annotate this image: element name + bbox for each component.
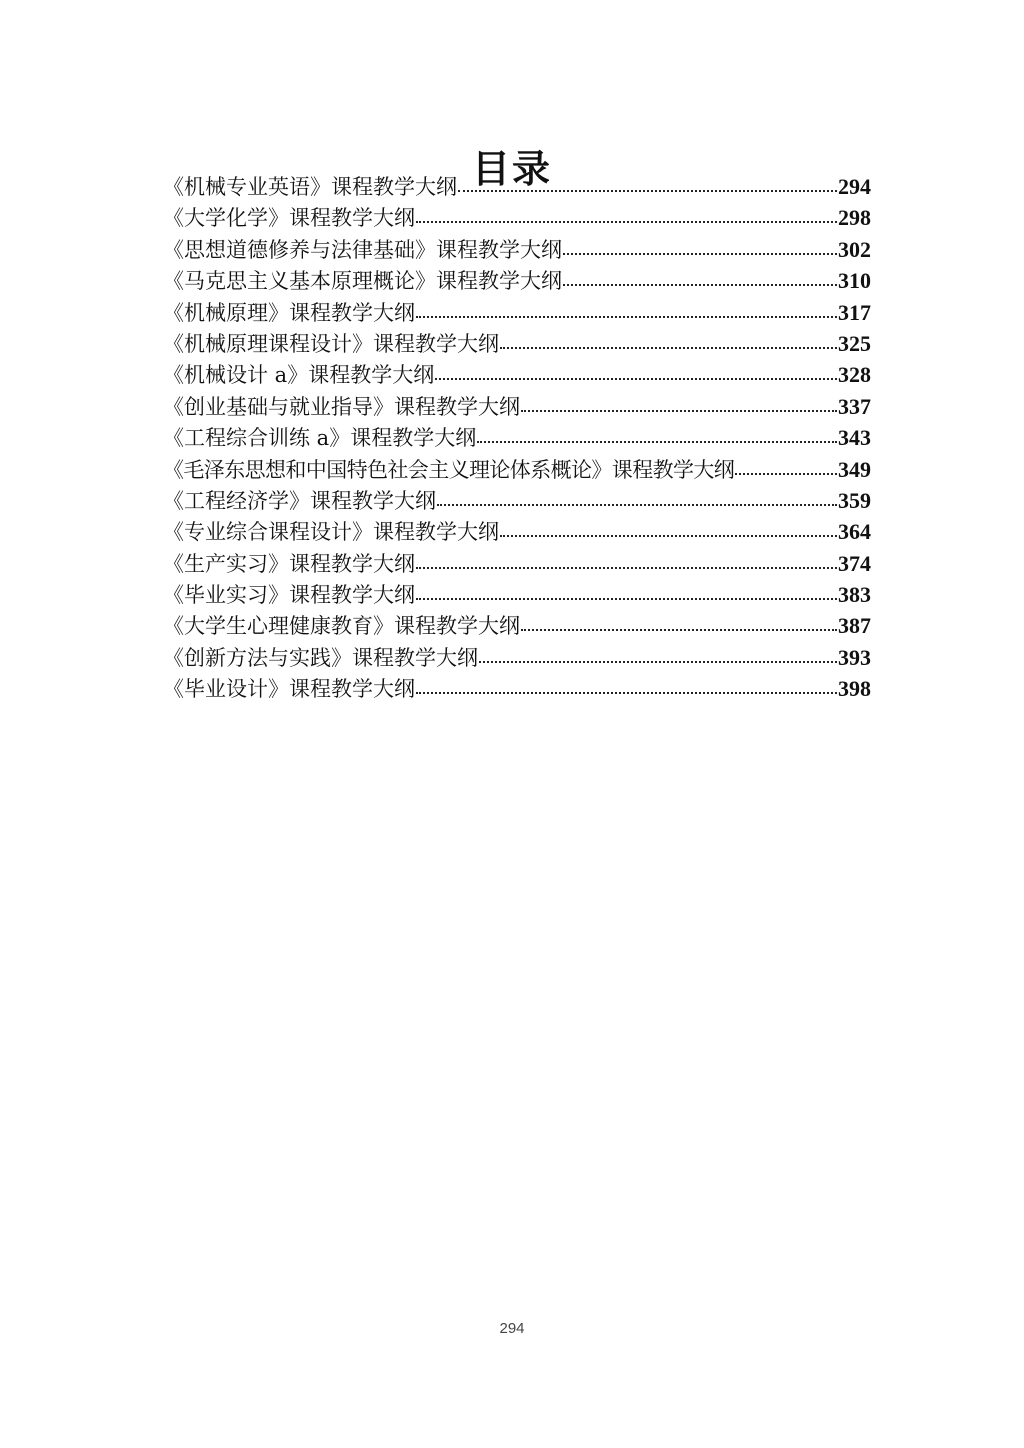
- toc-leader: [437, 503, 837, 506]
- toc-leader: [416, 220, 837, 223]
- toc-leader: [435, 377, 837, 380]
- toc-leader: [458, 189, 837, 192]
- toc-entry-label: 《马克思主义基本原理概论》课程教学大纲: [163, 269, 562, 294]
- toc-entry[interactable]: [163, 328, 871, 359]
- toc-entry-page: 387: [838, 613, 871, 639]
- toc-entry-page: 398: [838, 676, 871, 702]
- toc-entry-label: 《毕业实习》课程教学大纲: [163, 583, 415, 608]
- toc-leader: [521, 628, 837, 631]
- toc-leader: [500, 534, 837, 537]
- toc-entry-label: 《工程综合训练 a》课程教学大纲: [163, 426, 477, 451]
- toc-entry[interactable]: [163, 579, 871, 610]
- toc-entry[interactable]: [163, 673, 871, 704]
- toc-entry-label: 《机械设计 a》课程教学大纲: [163, 363, 435, 388]
- toc-leader: [479, 660, 837, 663]
- toc-entry-label: 《创业基础与就业指导》课程教学大纲: [163, 394, 520, 419]
- toc-entry[interactable]: [163, 422, 871, 453]
- toc-entry[interactable]: [163, 265, 871, 296]
- toc-entry[interactable]: [163, 454, 871, 485]
- toc-entry-page: 328: [838, 362, 871, 388]
- toc-entry-page: 310: [838, 268, 871, 294]
- toc-entry[interactable]: [163, 234, 871, 265]
- toc-entry-label: 《大学化学》课程教学大纲: [163, 206, 415, 231]
- toc-leader: [521, 409, 837, 412]
- toc-entry-page: 393: [838, 644, 871, 670]
- toc-entry-label: 《创新方法与实践》课程教学大纲: [163, 645, 478, 670]
- toc-entry[interactable]: [163, 610, 871, 641]
- toc-entry-label: 《机械原理课程设计》课程教学大纲: [163, 331, 499, 356]
- toc-entry-page: 337: [838, 393, 871, 419]
- toc-entry[interactable]: [163, 548, 871, 579]
- toc-leader: [416, 597, 837, 600]
- toc-entry[interactable]: [163, 516, 871, 547]
- toc-leader: [735, 472, 837, 475]
- toc-entry-page: 294: [838, 174, 871, 199]
- toc-entry[interactable]: [163, 359, 871, 390]
- toc-entry-page: 359: [838, 487, 871, 513]
- toc-entry-page: 349: [838, 456, 871, 482]
- toc-list: [163, 171, 871, 705]
- toc-leader: [416, 691, 837, 694]
- toc-entry-label: 《生产实习》课程教学大纲: [163, 551, 415, 576]
- toc-entry[interactable]: [163, 391, 871, 422]
- toc-entry-page: 383: [838, 582, 871, 608]
- toc-entry-page: 298: [838, 205, 871, 231]
- toc-entry-label: 《机械专业英语》课程教学大纲: [163, 175, 457, 199]
- toc-entry[interactable]: [163, 202, 871, 233]
- toc-entry[interactable]: [163, 485, 871, 516]
- toc-entry-page: 317: [838, 299, 871, 325]
- toc-leader: [563, 252, 837, 255]
- toc-leader: [477, 440, 837, 443]
- page-number: 294: [499, 1320, 525, 1337]
- toc-entry-page: 364: [838, 519, 871, 545]
- toc-leader: [416, 566, 837, 569]
- toc-entry-label: 《毕业设计》课程教学大纲: [163, 677, 415, 702]
- toc-entry-page: 325: [838, 330, 871, 356]
- toc-entry-label: 《大学生心理健康教育》课程教学大纲: [163, 614, 520, 639]
- toc-entry[interactable]: [163, 171, 871, 202]
- toc-entry-label: 《毛泽东思想和中国特色社会主义理论体系概论》课程教学大纲: [163, 457, 735, 482]
- toc-leader: [500, 346, 837, 349]
- toc-entry[interactable]: [163, 297, 871, 328]
- toc-title: 目录: [471, 147, 552, 192]
- toc-entry-page: 302: [838, 236, 871, 262]
- toc-entry-label: 《工程经济学》课程教学大纲: [163, 488, 436, 513]
- toc-entry-label: 《思想道德修养与法律基础》课程教学大纲: [163, 237, 562, 262]
- toc-entry[interactable]: [163, 642, 871, 673]
- toc-entry-page: 343: [838, 425, 871, 451]
- toc-entry-label: 《机械原理》课程教学大纲: [163, 300, 415, 325]
- toc-entry-page: 374: [838, 550, 871, 576]
- toc-leader: [563, 283, 837, 286]
- toc-leader: [416, 315, 837, 318]
- toc-entry-label: 《专业综合课程设计》课程教学大纲: [163, 520, 499, 545]
